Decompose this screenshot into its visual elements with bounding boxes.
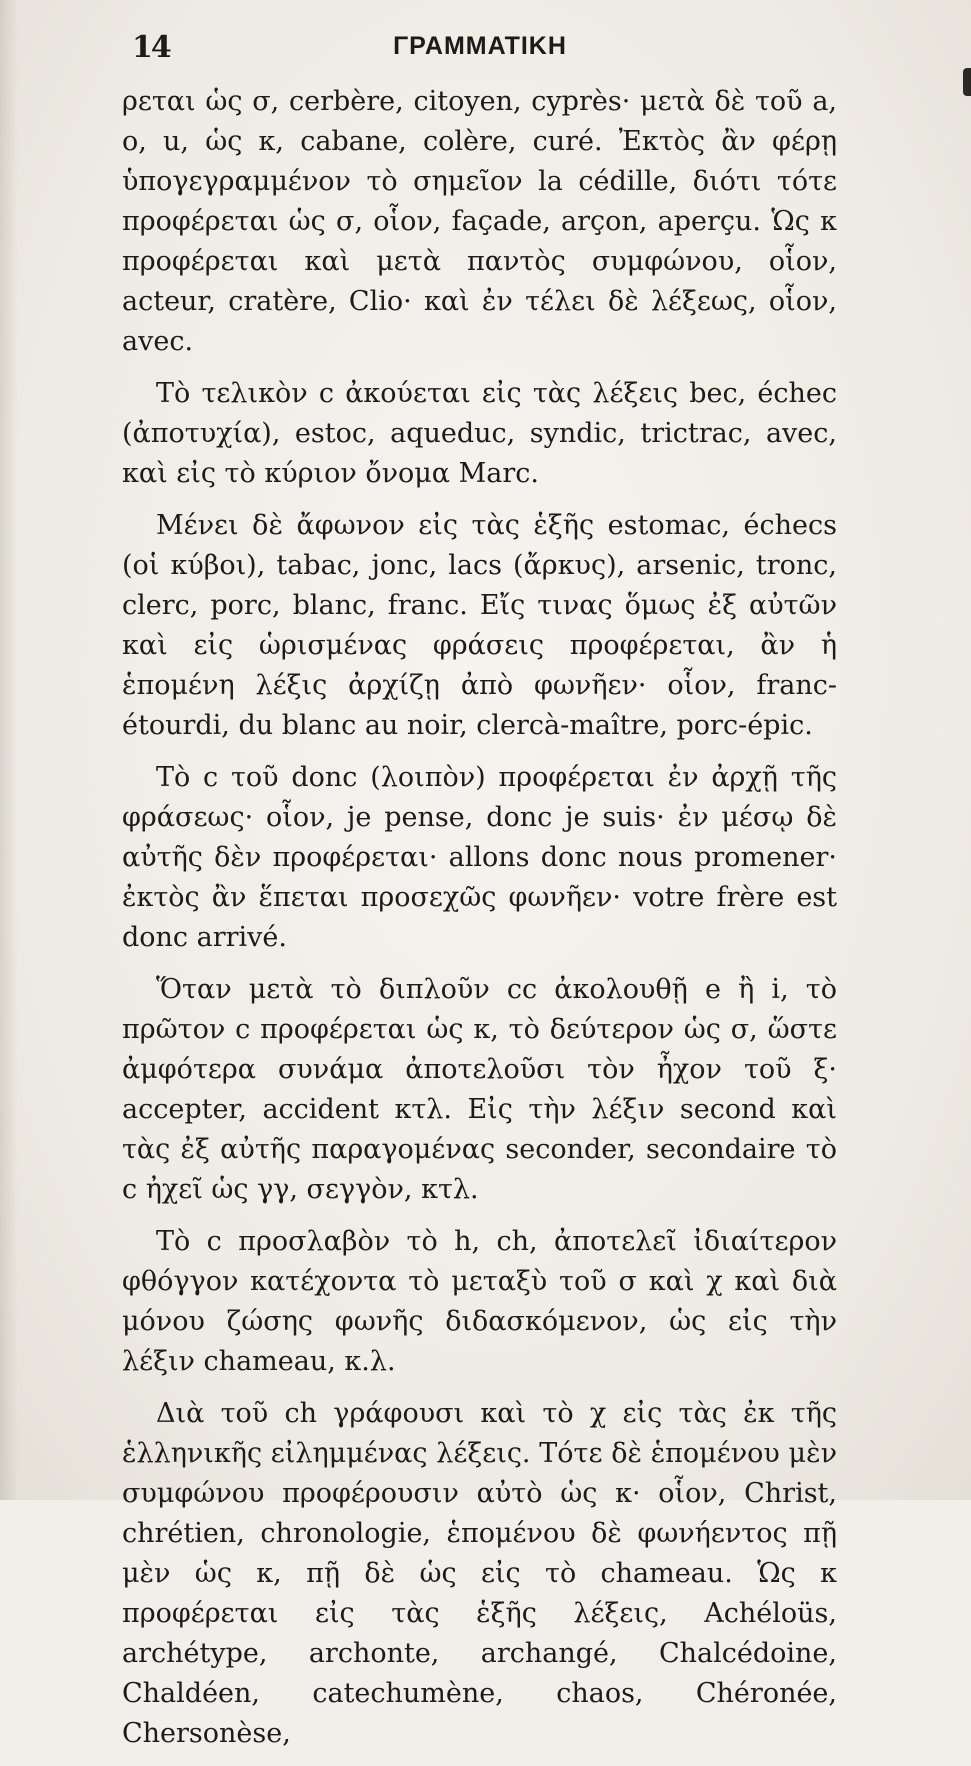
page-gutter-shadow (0, 0, 18, 1500)
paragraph-2: Τὸ τελικὸν c ἀκούεται εἰς τὰς λέξεις bec, échec (ἀποτυχία), estoc, aqueduc, syndic, trictrac, avec, καὶ εἰς τὸ κύριον ὄνομα Marc. (122, 378, 837, 489)
page-header (120, 30, 840, 70)
body-text (122, 82, 837, 1766)
paragraph-1: ρεται ὡς σ, cerbère, citoyen, cyprès· μετὰ δὲ τοῦ a, o, u, ὡς κ, cabane, colère, curé. Ἐκτὸς ἂν φέρῃ ὑπογεγραμμένον τὸ σημεῖον la cédille, διότι τότε προφέρεται ὡς σ, οἷον, façade, arçon, aperçu. Ὡς κ προφέρεται καὶ μετὰ παντὸς συμφώνου, οἷον, acteur, cratère, Clio· καὶ ἐν τέλει δὲ λέξεως, οἷον, avec. (122, 86, 837, 357)
paragraph-5: Ὅταν μετὰ τὸ διπλοῦν cc ἀκολουθῇ e ἢ i, τὸ πρῶτον c προφέρεται ὡς κ, τὸ δεύτερον ὡς σ, ὥστε ἀμφότερα συνάμα ἀποτελοῦσι τὸν ἦχον τοῦ ξ· accepter, accident κτλ. Εἰς τὴν λέξιν second καὶ τὰς ἐξ αὐτῆς παραγομένας seconder, secondaire τὸ c ἠχεῖ ὡς γγ, σεγγὸν, κτλ. (122, 974, 837, 1205)
page-edge-mark (963, 68, 971, 96)
running-title: ΓΡΑΜΜΑΤΙΚΗ (393, 32, 567, 60)
paragraph-7: Διὰ τοῦ ch γράφουσι καὶ τὸ χ εἰς τὰς ἐκ τῆς ἑλληνικῆς εἰλημμένας λέξεις. Τότε δὲ ἑπομένου μὲν συμφώνου προφέρουσιν αὐτὸ ὡς κ· οἷον, Christ, chrétien, chronologie, ἑπομένου δὲ φωνήεντος πῇ μὲν ὡς κ, πῇ δὲ ὡς εἰς τὸ chameau. Ὡς κ προφέρεται εἰς τὰς ἑξῆς λέξεις, Achéloüs, archétype, archonte, archangé, Chalcédoine, Chaldéen, catechumène, chaos, Chéronée, Chersonèse, (122, 1398, 837, 1749)
page-number: 14 (132, 30, 170, 65)
paragraph-3: Μένει δὲ ἄφωνον εἰς τὰς ἑξῆς estomac, échecs (οἱ κύβοι), tabac, jonc, lacs (ἄρκυς), arsenic, tronc, clerc, porc, blanc, franc. Εἴς τινας ὅμως ἐξ αὐτῶν καὶ εἰς ὡρισμένας φράσεις προφέρεται, ἂν ἡ ἑπομένη λέξις ἀρχίζῃ ἀπὸ φωνῆεν· οἷον, franc-étourdi, du blanc au noir, clercà-maître, porc-épic. (122, 510, 837, 741)
paragraph-4: Τὸ c τοῦ donc (λοιπὸν) προφέρεται ἐν ἀρχῇ τῆς φράσεως· οἷον, je pense, donc je suis· ἐν μέσῳ δὲ αὐτῆς δὲν προφέρεται· allons donc nous promener· ἐκτὸς ἂν ἕπεται προσεχῶς φωνῆεν· votre frère est donc arrivé. (122, 762, 837, 953)
paragraph-6: Τὸ c προσλαβὸν τὸ h, ch, ἀποτελεῖ ἰδιαίτερον φθόγγον κατέχοντα τὸ μεταξὺ τοῦ σ καὶ χ καὶ διὰ μόνου ζώσης φωνῆς διδασκόμενον, ὡς εἰς τὴν λέξιν chameau, κ.λ. (122, 1226, 837, 1377)
